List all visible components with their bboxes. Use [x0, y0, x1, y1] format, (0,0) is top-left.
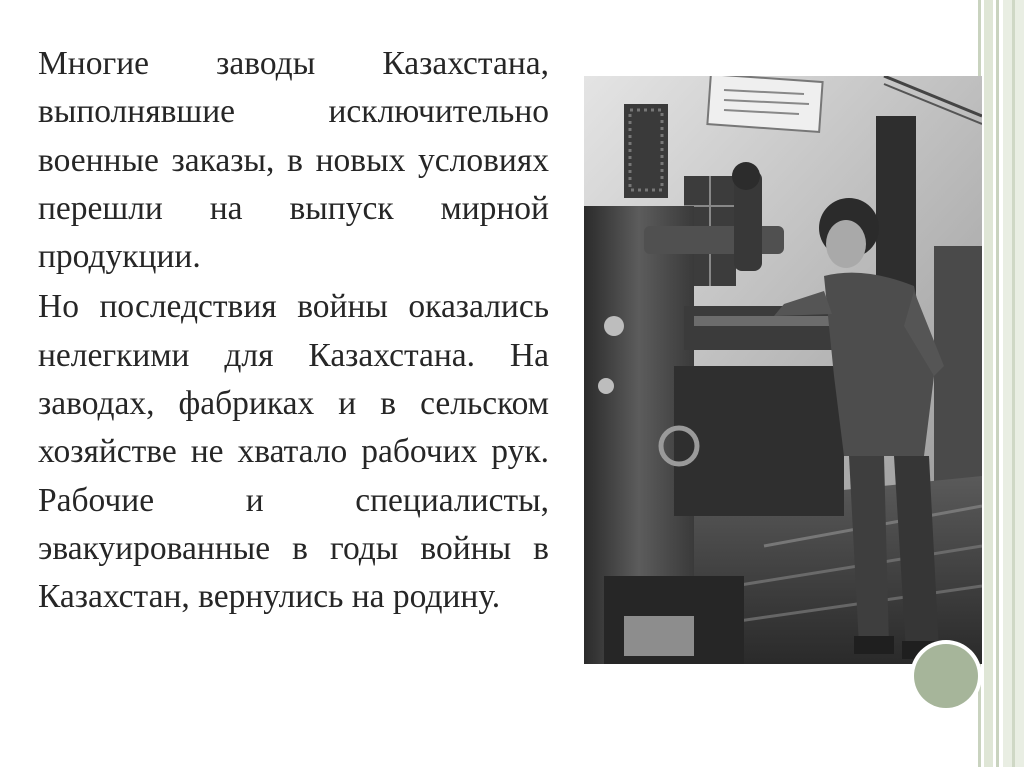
photo-illustration	[584, 76, 982, 664]
paragraph-consequences: Но последствия войны оказались нелегкими для Казахстана. На заводах, фабриках и в сельском хозяйстве не хватало рабочих рук. Рабочие и специалисты, эвакуированные в годы войны в Казахстан, вернулись на родину.	[38, 288, 549, 616]
border-stripe	[984, 0, 993, 767]
slide-text	[38, 40, 549, 622]
factory-worker-photo	[584, 76, 982, 664]
decorative-circle	[914, 644, 978, 708]
paragraph-factories: Многие заводы Казахстана, выполнявшие исключительно военные заказы, в новых условиях перешли на выпуск мирной продукции.	[38, 45, 549, 276]
border-stripe	[996, 0, 999, 767]
border-stripe	[1012, 0, 1015, 767]
